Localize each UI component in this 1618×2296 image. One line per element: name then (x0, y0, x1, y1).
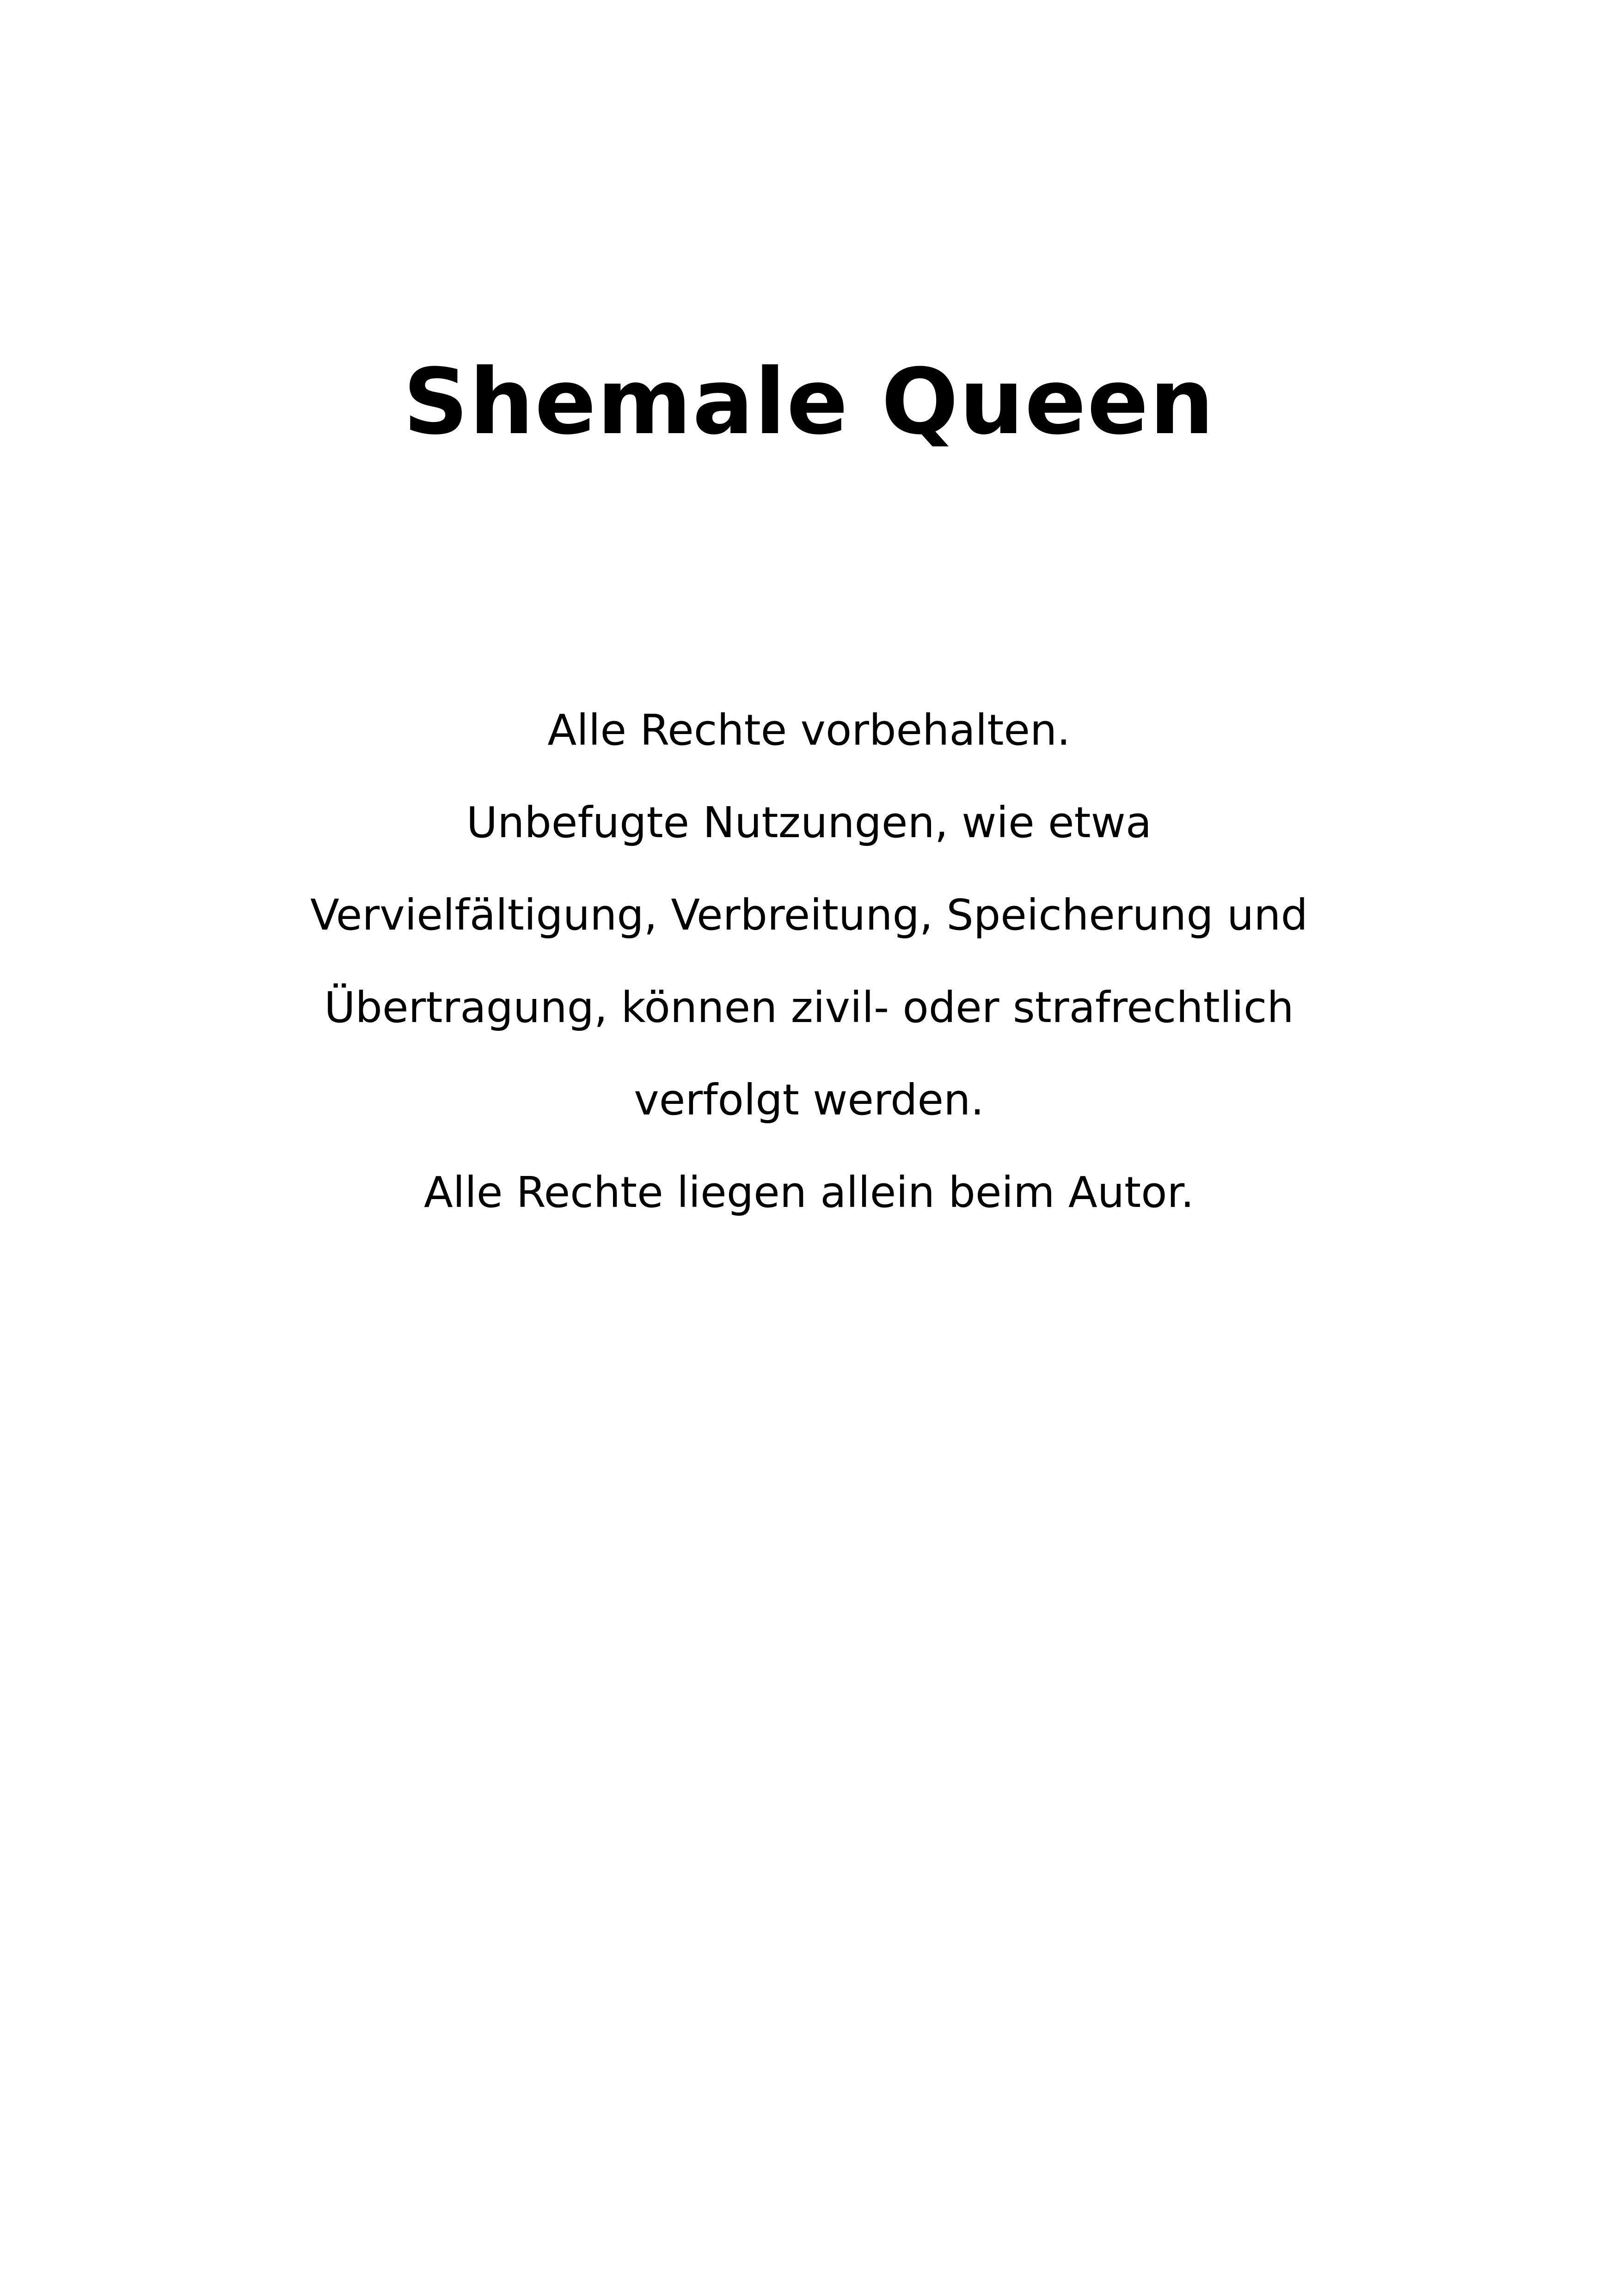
copyright-line-5: verfolgt werden. (634, 1075, 984, 1125)
copyright-line-2: Unbefugte Nutzungen, wie etwa (466, 798, 1152, 847)
copyright-line-4: Übertragung, können zivil- oder strafrechtlich (324, 983, 1294, 1032)
copyright-notice (0, 684, 1618, 1239)
copyright-line-3: Vervielfältigung, Verbreitung, Speicherung und (310, 890, 1308, 940)
book-title: Shemale Queen (403, 349, 1215, 455)
copyright-line-1: Alle Rechte vorbehalten. (547, 705, 1071, 755)
copyright-line-6: Alle Rechte liegen allein beim Autor. (423, 1168, 1195, 1217)
